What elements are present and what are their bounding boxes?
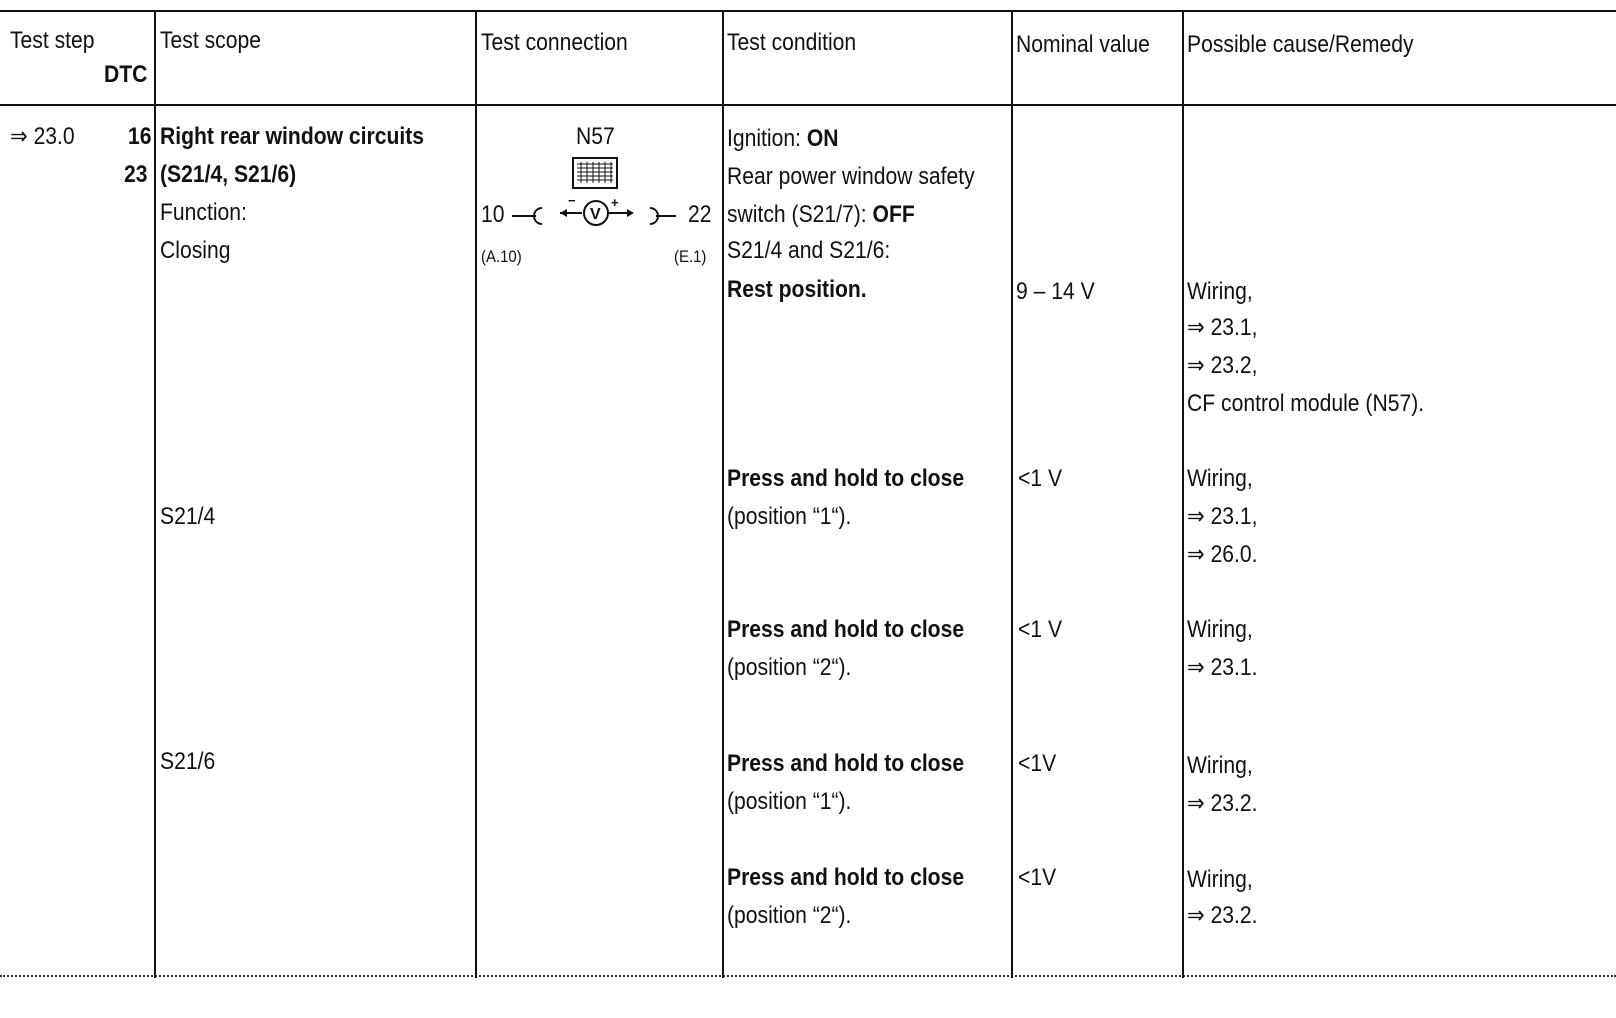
remedy-2-line1: Wiring, — [1187, 465, 1253, 492]
dtc-code-2: 23 — [124, 161, 148, 188]
nominal-rest: 9 – 14 V — [1016, 278, 1095, 305]
svg-text:V: V — [590, 206, 601, 223]
table-top-border — [0, 10, 1616, 12]
condition-safety-label: switch (S21/7): — [727, 201, 873, 228]
remedy-4-line2: ⇒ 23.2. — [1187, 790, 1258, 817]
remedy-3-line2: ⇒ 23.1. — [1187, 654, 1258, 681]
header-test-condition: Test condition — [727, 29, 857, 56]
condition-position-3: (position “1“). — [727, 788, 852, 815]
connection-ref-left: (A.10) — [481, 247, 522, 266]
header-test-step: Test step — [10, 27, 95, 54]
condition-press-2: Press and hold to close — [727, 616, 965, 643]
condition-press-4: Press and hold to close — [727, 864, 965, 891]
nominal-value-4: <1V — [1018, 864, 1057, 891]
condition-press-3: Press and hold to close — [727, 750, 965, 777]
column-divider-condition — [722, 10, 724, 978]
remedy-4-line1: Wiring, — [1187, 752, 1253, 779]
condition-switches: S21/4 and S21/6: — [727, 237, 891, 264]
condition-position-2: (position “2“). — [727, 654, 852, 681]
header-test-scope: Test scope — [160, 27, 261, 54]
column-divider-remedy — [1182, 10, 1184, 978]
remedy-1-line2: ⇒ 23.1, — [1187, 314, 1258, 341]
scope-switch-s216: S21/6 — [160, 748, 216, 775]
scope-function-label: Function: — [160, 199, 247, 226]
condition-rest-position: Rest position. — [727, 276, 867, 303]
remedy-1-line4: CF control module (N57). — [1187, 390, 1425, 417]
header-test-connection: Test connection — [481, 29, 628, 56]
header-nominal-value: Nominal value — [1016, 31, 1150, 58]
nominal-value-1: <1 V — [1018, 465, 1063, 492]
condition-position-4: (position “2“). — [727, 902, 852, 929]
dtc-code-1: 16 — [128, 123, 152, 150]
connection-pin-right: 22 — [688, 201, 712, 228]
table-bottom-border — [0, 975, 1616, 977]
condition-safety-line2 — [727, 200, 915, 230]
svg-text:+: + — [611, 195, 619, 210]
condition-ignition — [727, 124, 839, 154]
condition-press-1: Press and hold to close — [727, 465, 965, 492]
nominal-value-2: <1 V — [1018, 616, 1063, 643]
connection-pin-left: 10 — [481, 201, 505, 228]
condition-ignition-value: ON — [806, 125, 839, 152]
condition-ignition-label: Ignition: — [727, 125, 807, 152]
column-divider-connection — [475, 10, 477, 978]
voltmeter-icon — [558, 195, 636, 231]
scope-title-line2: (S21/4, S21/6) — [160, 161, 297, 188]
remedy-2-line3: ⇒ 26.0. — [1187, 541, 1258, 568]
connector-plug-right-icon — [646, 204, 678, 228]
remedy-1-line1: Wiring, — [1187, 278, 1253, 305]
control-module-icon — [572, 157, 618, 189]
connector-socket-left-icon — [512, 204, 548, 228]
scope-title-line1: Right rear window circuits — [160, 123, 425, 150]
scope-function-value: Closing — [160, 237, 231, 264]
header-possible-cause: Possible cause/Remedy — [1187, 31, 1414, 58]
remedy-5-line1: Wiring, — [1187, 866, 1253, 893]
svg-text:−: − — [568, 193, 576, 208]
remedy-1-line3: ⇒ 23.2, — [1187, 352, 1258, 379]
remedy-3-line1: Wiring, — [1187, 616, 1253, 643]
condition-safety-line1: Rear power window safety — [727, 163, 975, 190]
condition-safety-value: OFF — [872, 201, 915, 228]
condition-position-1: (position “1“). — [727, 503, 852, 530]
header-divider — [0, 104, 1616, 106]
remedy-2-line2: ⇒ 23.1, — [1187, 503, 1258, 530]
header-dtc: DTC — [104, 61, 148, 88]
remedy-5-line2: ⇒ 23.2. — [1187, 902, 1258, 929]
connection-module-label: N57 — [576, 123, 615, 150]
scope-switch-s214: S21/4 — [160, 503, 216, 530]
nominal-value-3: <1V — [1018, 750, 1057, 777]
column-divider-scope — [154, 10, 156, 978]
column-divider-nominal — [1011, 10, 1013, 978]
connection-ref-right: (E.1) — [674, 247, 707, 266]
test-step-number: ⇒ 23.0 — [10, 123, 75, 150]
